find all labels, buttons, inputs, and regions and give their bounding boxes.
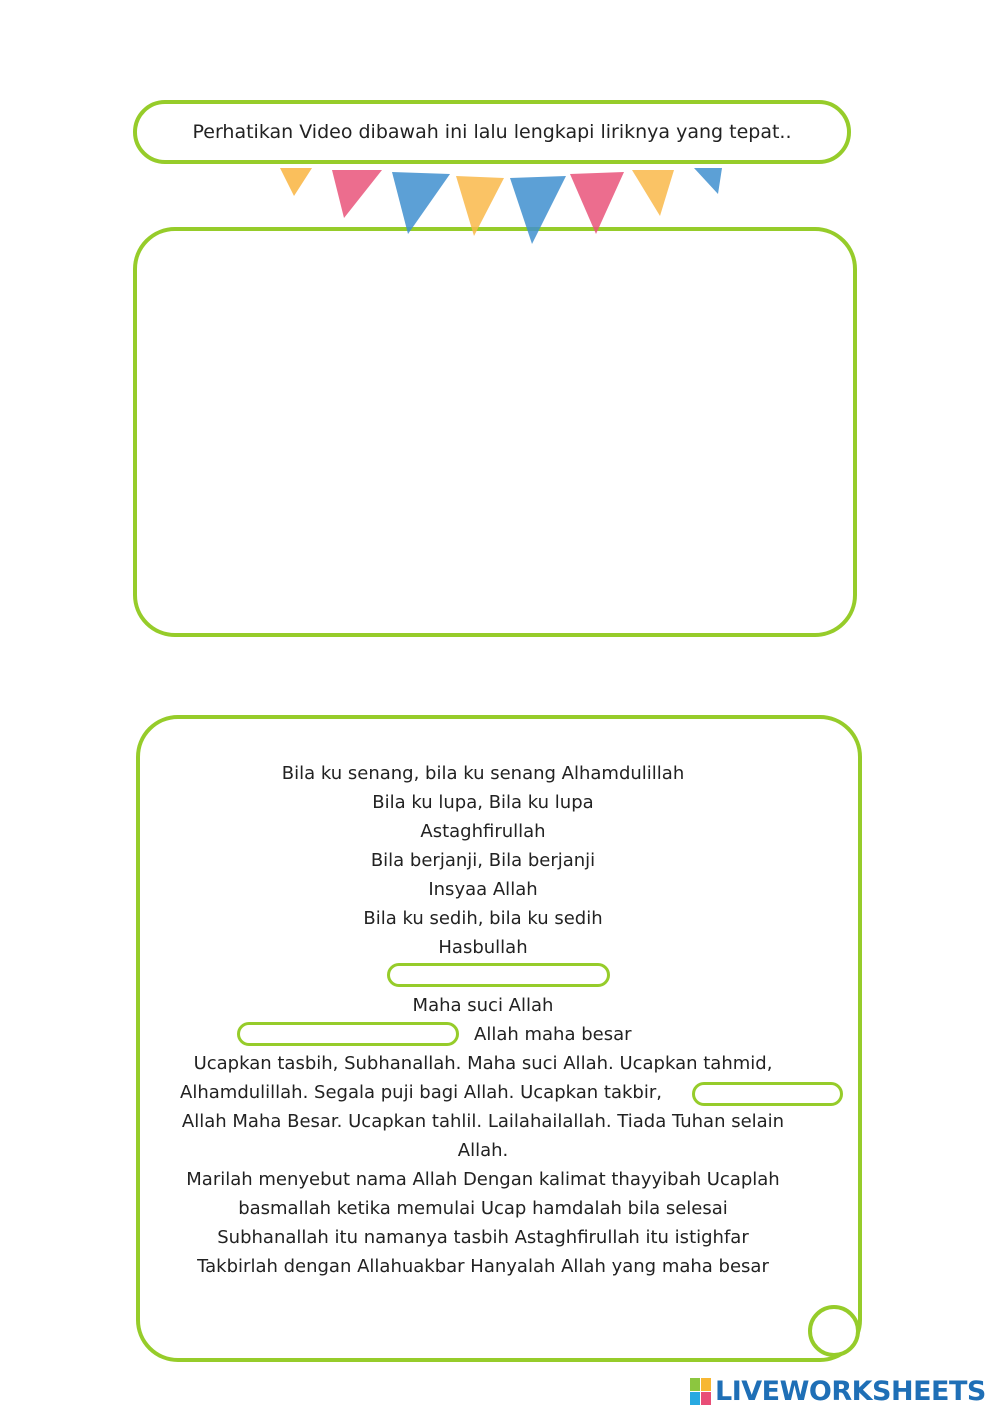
lyric-line: basmallah ketika memulai Ucap hamdalah bila selesai <box>238 1198 728 1219</box>
lyric-line: Bila berjanji, Bila berjanji <box>370 850 596 871</box>
lyric-line: Marilah menyebut nama Allah Dengan kalimat thayyibah Ucaplah <box>186 1169 780 1190</box>
lyric-line: Subhanallah itu namanya tasbih Astaghfirullah itu istighfar <box>217 1227 749 1248</box>
lyric-line: Takbirlah dengan Allahuakbar Hanyalah Allah yang maha besar <box>197 1256 769 1277</box>
bunting-flag <box>510 176 566 244</box>
bunting-flag <box>694 168 722 194</box>
bunting-flag <box>392 172 450 234</box>
lyric-line: Maha suci Allah <box>412 995 554 1016</box>
liveworksheets-logo[interactable] <box>690 1376 986 1406</box>
lyric-line: Ucapkan tasbih, Subhanallah. Maha suci Allah. Ucapkan tahmid, <box>193 1053 773 1074</box>
lyric-line: Bila ku senang, bila ku senang Alhamdulillah <box>281 763 685 784</box>
bunting-flag <box>332 170 382 218</box>
lyric-line: Astaghfirullah <box>420 821 546 842</box>
lyric-line: Bila ku lupa, Bila ku lupa <box>372 792 594 813</box>
bunting-decoration <box>270 166 730 250</box>
video-frame[interactable] <box>133 227 857 637</box>
answer-input-1[interactable] <box>387 963 610 987</box>
lyric-line: Bila ku sedih, bila ku sedih <box>363 908 603 929</box>
bunting-flag <box>280 168 312 196</box>
bunting-flag <box>570 172 624 234</box>
lyric-line: Allah. <box>457 1140 509 1161</box>
answer-input-2[interactable] <box>237 1022 459 1046</box>
lyric-line: Insyaa Allah <box>428 879 538 900</box>
bunting-flag <box>456 176 504 236</box>
instruction-text: Perhatikan Video dibawah ini lalu lengkapi liriknya yang tepat.. <box>192 121 792 143</box>
answer-input-3[interactable] <box>692 1082 843 1106</box>
logo-mark-icon <box>690 1378 711 1405</box>
logo-text: LIVEWORKSHEETS <box>715 1375 986 1407</box>
instruction-banner <box>133 100 851 164</box>
lyric-line: Allah Maha Besar. Ucapkan tahlil. Lailahailallah. Tiada Tuhan selain <box>181 1111 785 1132</box>
scroll-curl-decoration <box>808 1305 860 1357</box>
lyric-line: Allah maha besar <box>474 1024 632 1045</box>
lyric-line: Hasbullah <box>438 937 528 958</box>
lyric-line: Alhamdulillah. Segala puji bagi Allah. Ucapkan takbir, <box>180 1082 662 1103</box>
bunting-flag <box>632 170 674 216</box>
